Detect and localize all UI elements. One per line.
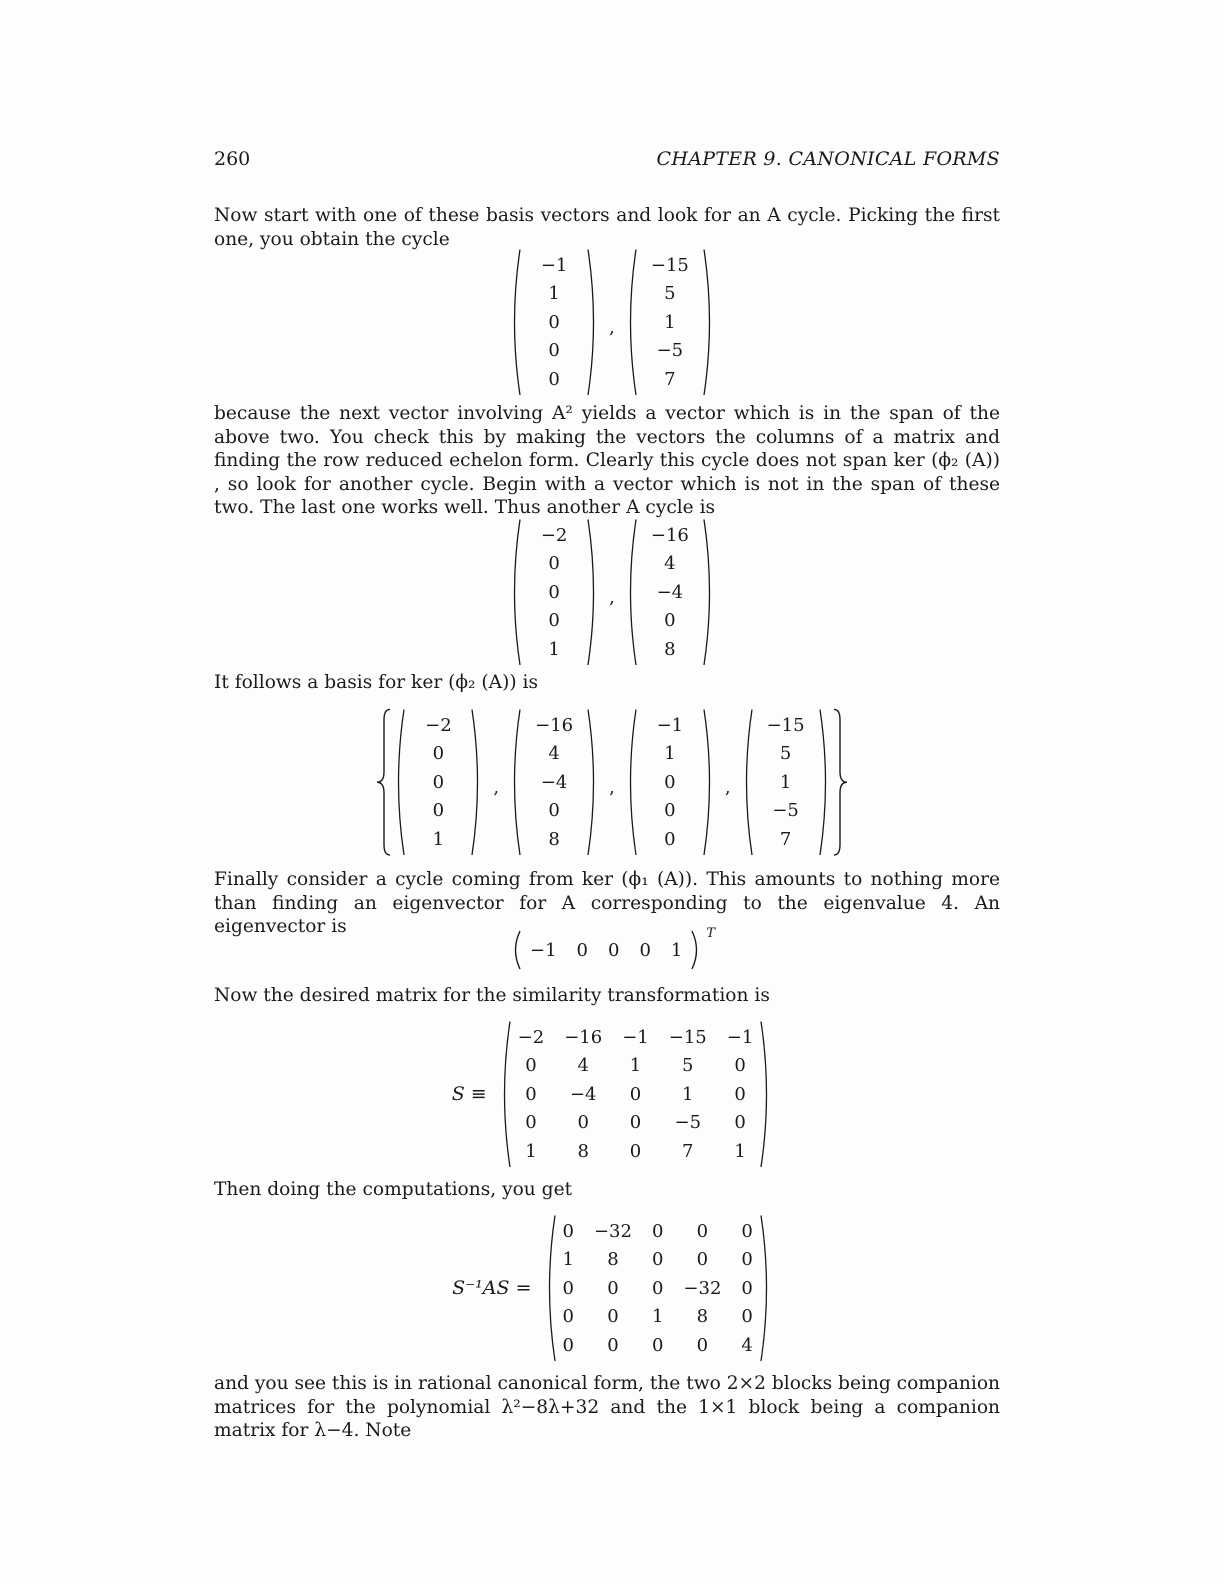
right-paren <box>586 708 599 857</box>
matrix-entry: 0 <box>664 828 676 850</box>
left-paren <box>509 708 522 857</box>
matrix-entry: 1 <box>779 771 792 793</box>
right-brace <box>831 708 849 857</box>
matrix-entry: 1 <box>734 1140 746 1162</box>
eigenvector-entries <box>522 930 690 970</box>
comma-separator: , <box>724 776 731 798</box>
matrix-entry: 0 <box>664 800 676 822</box>
chapter-title: CHAPTER 9. CANONICAL FORMS <box>656 148 1000 170</box>
right-paren <box>702 518 715 667</box>
matrix-entry: 0 <box>432 743 445 765</box>
matrix-entry: −2 <box>425 714 452 736</box>
left-paren <box>509 248 522 397</box>
matrix-entry: 0 <box>548 553 560 575</box>
matrix-entry: 0 <box>525 1083 537 1105</box>
matrix-entry: 0 <box>696 1249 709 1271</box>
matrix <box>544 1214 772 1363</box>
vector-entry: −1 <box>529 939 557 961</box>
comma-separator: , <box>609 776 615 798</box>
matrix-entry: 5 <box>664 283 676 305</box>
matrix-entry: 5 <box>779 743 792 765</box>
matrix-entry: 0 <box>577 1112 589 1134</box>
matrix-entry: 0 <box>651 1277 664 1299</box>
matrix-entry: 0 <box>432 800 445 822</box>
column-vector <box>509 518 599 667</box>
paragraph-3: It follows a basis for ker (ϕ₂ (A)) is <box>214 672 539 693</box>
matrix-entry: −15 <box>668 1026 707 1048</box>
matrix-entry: 7 <box>682 1140 694 1162</box>
matrix-entry: 8 <box>696 1306 709 1328</box>
matrix-entry: 0 <box>629 1112 642 1134</box>
right-paren <box>759 1020 772 1169</box>
matrix-entry: −2 <box>517 1026 545 1048</box>
matrix <box>499 1020 773 1169</box>
left-paren <box>499 1020 512 1169</box>
matrix-entry: 4 <box>548 743 560 765</box>
paragraph-1: Now start with one of these basis vectors and look for an A cycle. Picking the first one, you obtain the cycle <box>214 205 1000 250</box>
paragraph-6: Then doing the computations, you get <box>214 1179 573 1200</box>
matrix-entry: −1 <box>622 1026 649 1048</box>
matrix-entry: 0 <box>525 1112 537 1134</box>
column-vector <box>625 248 715 397</box>
left-paren <box>393 708 406 857</box>
matrix-entry: 0 <box>548 340 560 362</box>
matrix-entry: 0 <box>607 1334 619 1356</box>
matrix-entry: 0 <box>741 1249 753 1271</box>
matrix-entry: 0 <box>651 1334 664 1356</box>
matrix-entry: 0 <box>629 1140 642 1162</box>
matrix-entry: −16 <box>535 714 574 736</box>
left-brace <box>375 708 393 857</box>
paragraph-7: and you see this is in rational canonical form, the two 2×2 blocks being companion matrices for the polynomial λ²−8λ+32 and the 1×1 block being a companion matrix for λ−4. Note <box>214 1373 1001 1442</box>
matrix-S <box>0 1020 1224 1169</box>
left-paren <box>509 930 522 970</box>
right-paren <box>702 708 715 857</box>
matrix-entry: 0 <box>562 1277 574 1299</box>
matrix-entry: −1 <box>540 254 568 276</box>
page-number: 260 <box>214 148 251 170</box>
right-paren <box>470 708 483 857</box>
right-paren <box>586 518 599 667</box>
right-paren <box>690 930 703 970</box>
matrix-entry: 0 <box>432 771 445 793</box>
column-vector <box>393 708 483 857</box>
matrix-entry: 0 <box>696 1220 709 1242</box>
left-paren <box>625 708 638 857</box>
left-paren <box>625 518 638 667</box>
matrix-entry: 0 <box>548 581 560 603</box>
comma-separator: , <box>609 586 615 608</box>
column-vector <box>509 708 599 857</box>
running-header <box>214 148 1000 170</box>
matrix-entry: 0 <box>741 1220 753 1242</box>
matrix-entry: −16 <box>564 1026 603 1048</box>
matrix-entry: 4 <box>741 1334 753 1356</box>
left-paren <box>741 708 754 857</box>
matrix-entry: −15 <box>766 714 805 736</box>
left-paren <box>625 248 638 397</box>
matrix-entry: 0 <box>548 368 560 390</box>
matrix-entry: 0 <box>607 1277 619 1299</box>
matrix-entry: 1 <box>525 1140 537 1162</box>
right-paren <box>702 248 715 397</box>
matrix-entry: 0 <box>562 1306 574 1328</box>
matrix-entry: −16 <box>650 524 689 546</box>
right-paren <box>818 708 831 857</box>
matrix-entry: 1 <box>432 828 445 850</box>
matrix-entry: 0 <box>562 1334 574 1356</box>
matrix-entry: 0 <box>664 771 676 793</box>
matrix-entry: −2 <box>540 524 568 546</box>
matrix-entry: −4 <box>569 1083 597 1105</box>
matrix-entry: 1 <box>562 1249 574 1271</box>
matrix-entry: 0 <box>607 1306 619 1328</box>
matrix-entry: 0 <box>734 1112 746 1134</box>
column-vector <box>625 708 715 857</box>
eigenvector <box>509 930 703 970</box>
matrix-entry: −5 <box>674 1112 702 1134</box>
paragraph-4: Finally consider a cycle coming from ker (ϕ₁ (A)). This amounts to nothing more than finding an eigenvector for A corresponding to the eigenvalue 4. An eigenvector is <box>214 869 1000 938</box>
cycle-1 <box>0 248 1224 397</box>
matrix-entry: 5 <box>682 1055 694 1077</box>
matrix-entry: −32 <box>593 1220 632 1242</box>
matrix-entry: 0 <box>734 1083 746 1105</box>
matrix-entry: −4 <box>656 581 684 603</box>
column-vector <box>741 708 831 857</box>
matrix-entry: 0 <box>629 1083 642 1105</box>
column-vector <box>509 248 599 397</box>
matrix-entry: 4 <box>664 553 676 575</box>
eigenvector-row <box>0 926 1224 970</box>
matrix-entry: −5 <box>656 340 684 362</box>
paragraph-2: because the next vector involving A² yields a vector which is in the span of the above two. You check this by making the vectors the columns of a matrix and finding the row reduced echelon form. Clearly this cycle does not span ker (ϕ₂ (A)) , so look for another cycle. Begin with a vector which is not in the span of these two. The last one works well. Thus another A cycle is <box>214 403 1000 519</box>
matrix-entry: 0 <box>734 1055 746 1077</box>
matrix-entry: −1 <box>726 1026 754 1048</box>
matrix-entry: 8 <box>607 1249 619 1271</box>
matrix-entry: 0 <box>548 311 560 333</box>
vector-entry: 0 <box>576 939 588 961</box>
basis-set <box>0 708 1224 857</box>
matrix-entry: 1 <box>664 311 676 333</box>
matrix-entry: 0 <box>696 1334 709 1356</box>
matrix-entry: 8 <box>548 828 560 850</box>
matrix-entry: 7 <box>664 368 676 390</box>
matrix-entry: −1 <box>656 714 684 736</box>
paragraph-5: Now the desired matrix for the similarity transformation is <box>214 985 770 1006</box>
matrix-label: S ≡ <box>451 1083 487 1106</box>
transpose-mark: T <box>706 926 716 941</box>
cycle-2 <box>0 518 1224 667</box>
matrix-entry: 0 <box>525 1055 537 1077</box>
matrix-entry: 1 <box>682 1083 694 1105</box>
matrix-entry: 8 <box>664 638 676 660</box>
matrix-entry: 0 <box>548 800 560 822</box>
matrix-entry: −32 <box>683 1277 722 1299</box>
column-vector <box>625 518 715 667</box>
matrix-entry: 1 <box>548 638 560 660</box>
matrix-entry: 8 <box>577 1140 589 1162</box>
matrix-entry: −5 <box>772 800 799 822</box>
matrix-entry: 1 <box>629 1055 642 1077</box>
matrix-entry: 1 <box>548 283 560 305</box>
matrix-entry: 0 <box>562 1220 574 1242</box>
matrix-entry: 0 <box>548 610 560 632</box>
matrix-entry: 0 <box>741 1277 753 1299</box>
matrix-entry: −15 <box>650 254 689 276</box>
matrix-entry: 4 <box>577 1055 589 1077</box>
right-paren <box>586 248 599 397</box>
vector-entry: 0 <box>607 939 620 961</box>
matrix-entry: 0 <box>651 1249 664 1271</box>
vector-entry: 0 <box>639 939 651 961</box>
matrix-entry: 0 <box>741 1306 753 1328</box>
matrix-entry: 1 <box>651 1306 664 1328</box>
matrix-entry: −4 <box>540 771 568 793</box>
left-paren <box>509 518 522 667</box>
matrix-entry: 0 <box>651 1220 664 1242</box>
vector-entry: 1 <box>670 939 683 961</box>
right-paren <box>759 1214 772 1363</box>
matrix-label: S⁻¹AS = <box>452 1277 532 1300</box>
matrix-SinvAS <box>0 1214 1224 1363</box>
comma-separator: , <box>493 776 500 798</box>
comma-separator: , <box>609 316 615 338</box>
left-paren <box>544 1214 557 1363</box>
matrix-entry: 7 <box>779 828 792 850</box>
matrix-entry: 0 <box>664 610 676 632</box>
matrix-entry: 1 <box>664 743 676 765</box>
